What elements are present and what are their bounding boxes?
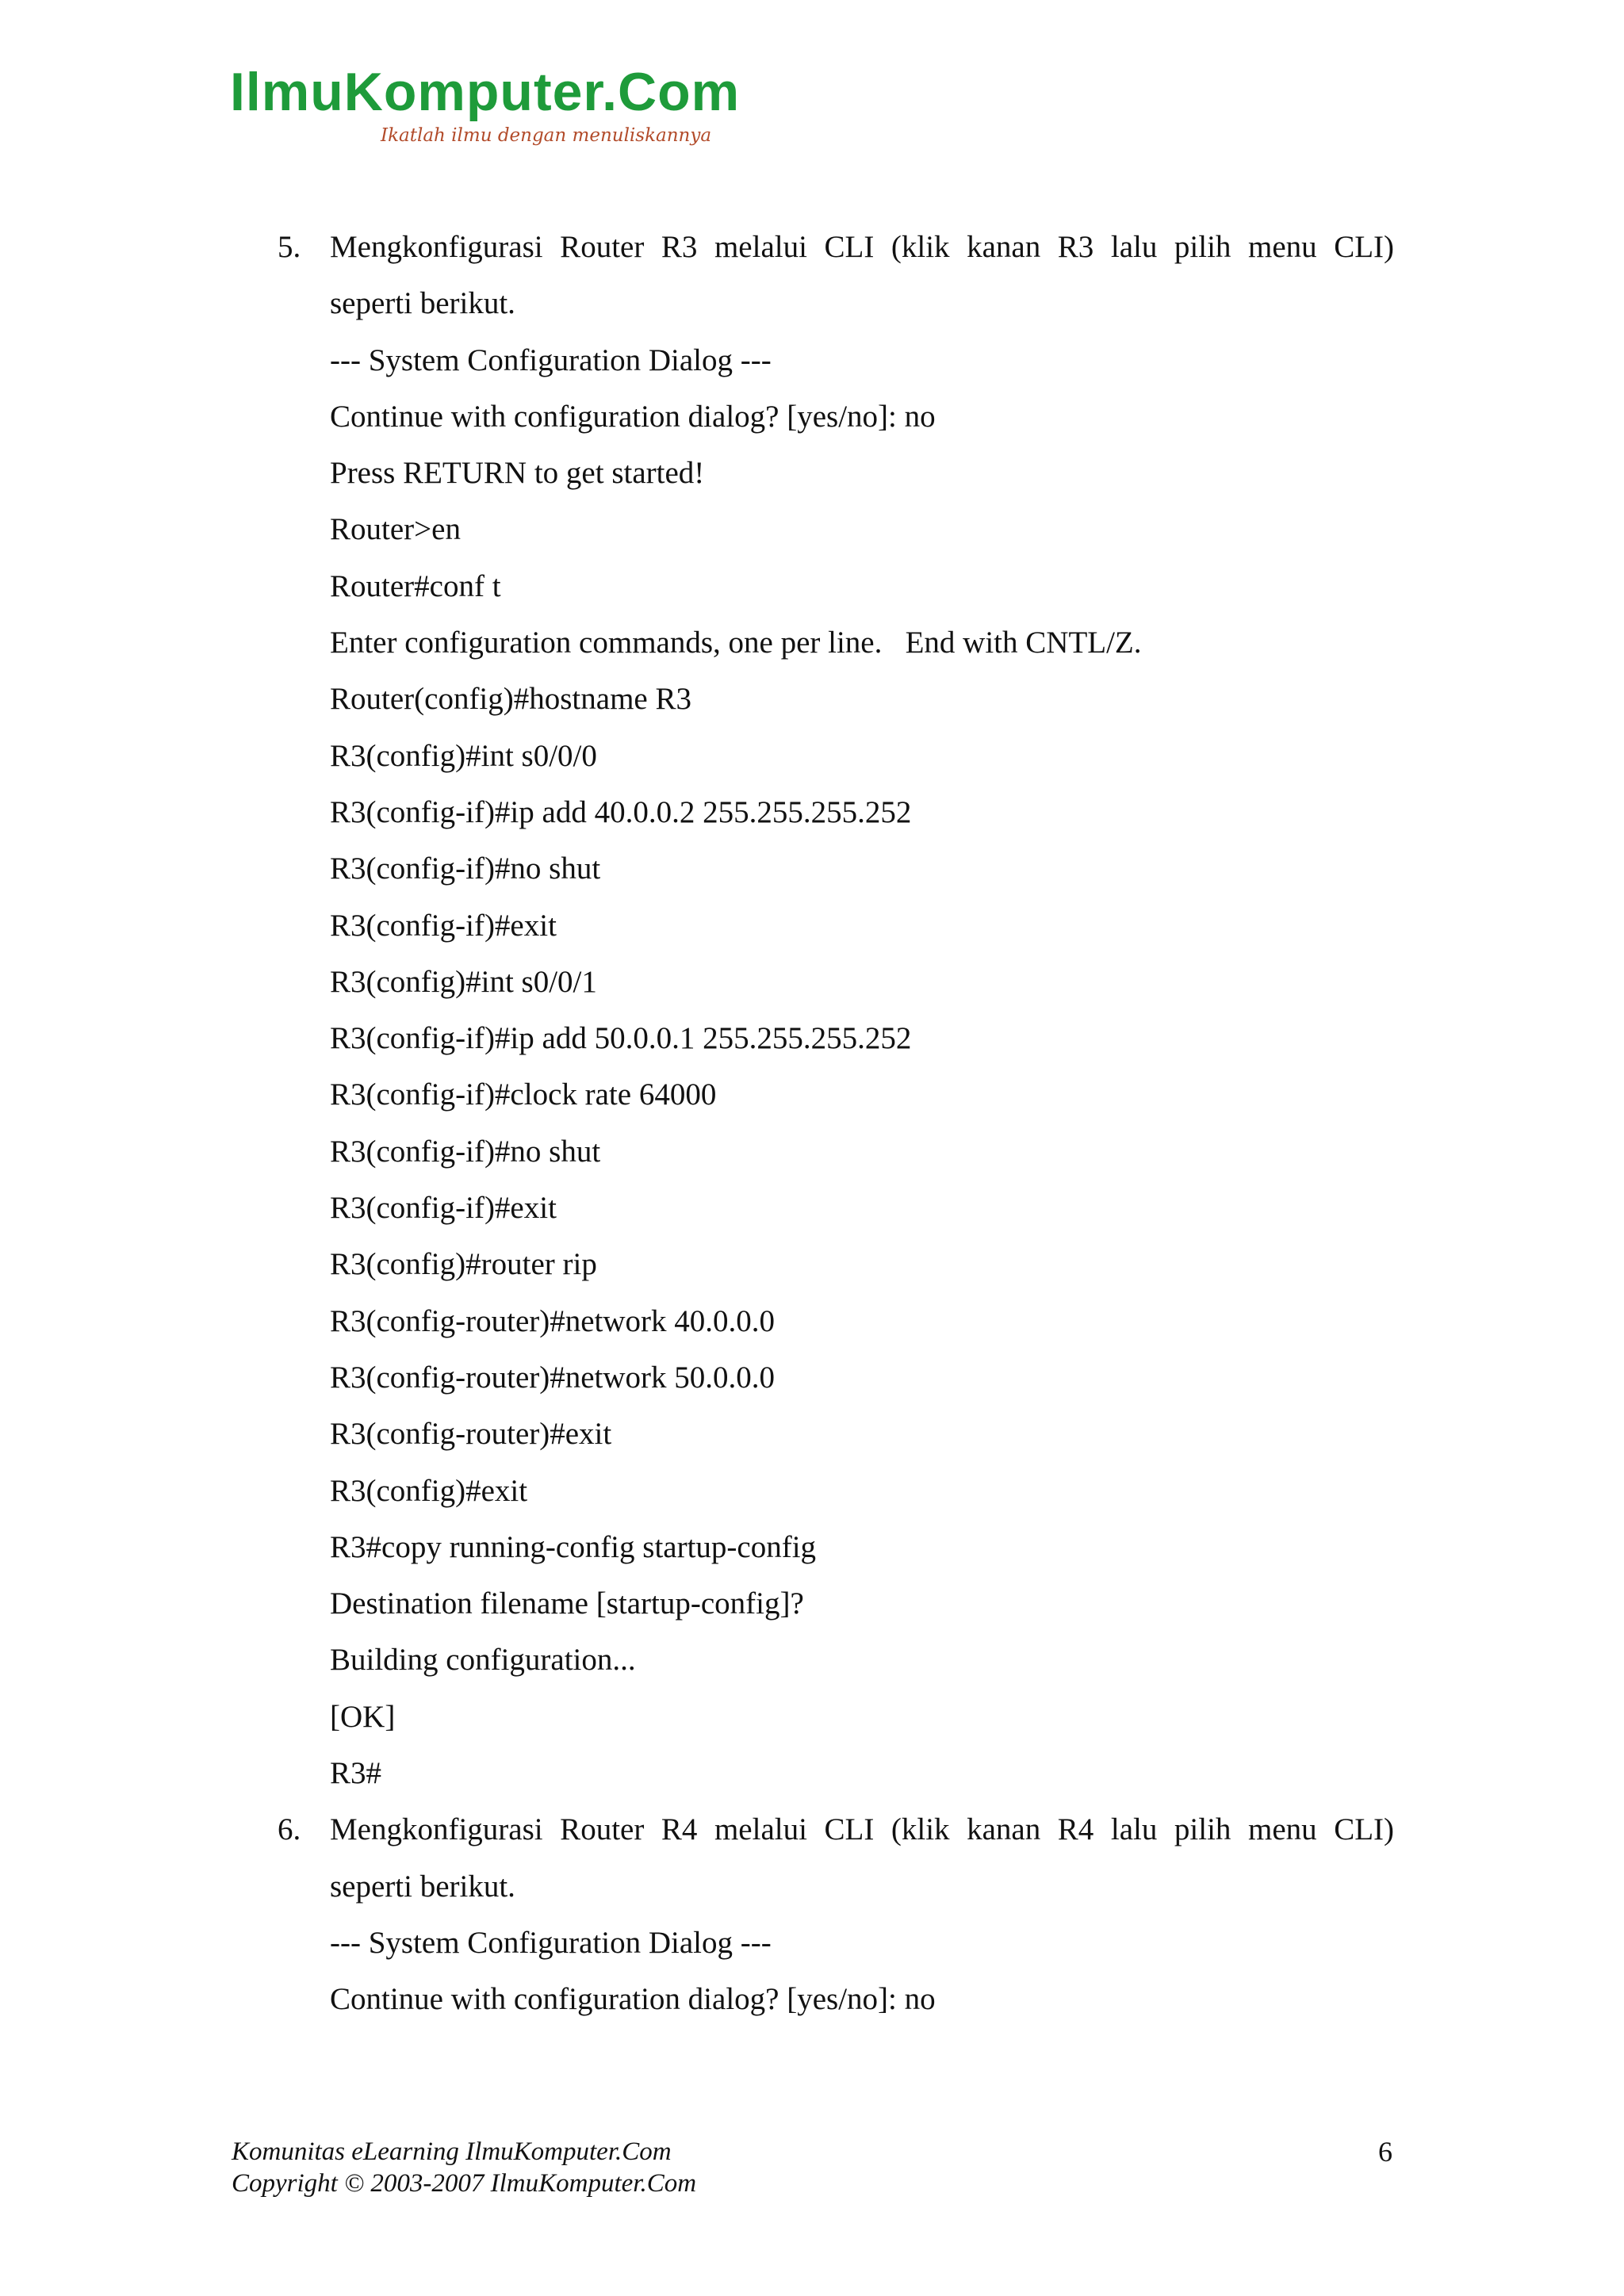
footer-copyright: Copyright © 2003-2007 IlmuKomputer.Com <box>232 2169 697 2198</box>
cli-line: Press RETURN to get started! <box>330 456 705 491</box>
cli-line: --- System Configuration Dialog --- <box>330 342 772 377</box>
logo-tagline <box>381 127 711 145</box>
site-logo <box>230 62 741 160</box>
cli-line: R3(config-if)#ip add 40.0.0.2 255.255.255.252 <box>330 794 912 829</box>
cli-line: Router#conf t <box>330 568 501 603</box>
document-body <box>278 219 1394 2028</box>
footer-credits <box>232 2136 696 2199</box>
numbered-item-5 <box>278 219 1394 1801</box>
page-number: 6 <box>1378 2136 1392 2168</box>
logo-title: IlmuKomputer.Com <box>230 62 741 122</box>
item-heading-continuation: seperti berikut. <box>330 1869 515 1904</box>
cli-line: Enter configuration commands, one per line. End with CNTL/Z. <box>330 626 1142 660</box>
cli-line: R3(config-if)#no shut <box>330 851 601 886</box>
cli-line: Continue with configuration dialog? [yes/no]: no <box>330 1982 936 2017</box>
item-heading-line: Mengkonfigurasi Router R3 melalui CLI (klik kanan R3 lalu pilih menu CLI) <box>330 230 1394 264</box>
logo-tagline-text: Ikatlah ilmu dengan menuliskannya <box>381 125 712 146</box>
footer-community: Komunitas eLearning IlmuKomputer.Com <box>232 2137 672 2166</box>
cli-line: R3(config)#router rip <box>330 1247 597 1282</box>
cli-line: R3(config-router)#network 50.0.0.0 <box>330 1360 776 1395</box>
cli-line: R3(config-router)#network 40.0.0.0 <box>330 1303 776 1338</box>
cli-line: R3(config-router)#exit <box>330 1417 612 1452</box>
cli-line: R3#copy running-config startup-config <box>330 1529 817 1564</box>
cli-line: Building configuration... <box>330 1643 636 1678</box>
cli-line: R3(config-if)#exit <box>330 1191 557 1226</box>
item-heading-line: Mengkonfigurasi Router R4 melalui CLI (klik kanan R4 lalu pilih menu CLI) <box>330 1812 1394 1847</box>
cli-line: Continue with configuration dialog? [yes/no]: no <box>330 399 936 434</box>
cli-line: --- System Configuration Dialog --- <box>330 1925 772 1960</box>
item-number: 5. <box>278 230 301 264</box>
cli-line: R3(config-if)#clock rate 64000 <box>330 1077 717 1112</box>
cli-line: R3(config)#int s0/0/0 <box>330 738 597 773</box>
cli-line: R3(config)#exit <box>330 1473 528 1508</box>
cli-line: Router>en <box>330 512 461 547</box>
item-number: 6. <box>278 1812 301 1847</box>
numbered-item-6 <box>278 1801 1394 2027</box>
cli-line: R3# <box>330 1756 382 1791</box>
cli-line: R3(config-if)#ip add 50.0.0.1 255.255.255.252 <box>330 1021 912 1056</box>
cli-line: R3(config-if)#no shut <box>330 1134 601 1169</box>
cli-line: Destination filename [startup-config]? <box>330 1586 804 1621</box>
cli-line: [OK] <box>330 1699 396 1734</box>
item-heading-continuation: seperti berikut. <box>330 286 515 321</box>
cli-line: Router(config)#hostname R3 <box>330 682 691 717</box>
cli-line: R3(config-if)#exit <box>330 908 557 943</box>
cli-line: R3(config)#int s0/0/1 <box>330 964 597 999</box>
